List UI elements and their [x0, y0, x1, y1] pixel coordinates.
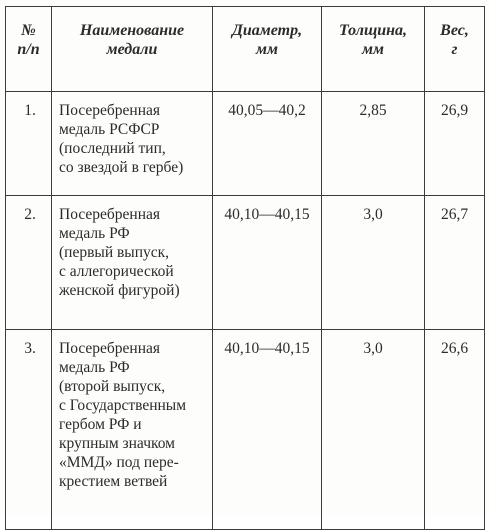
- thickness-value: 3,0: [322, 196, 425, 330]
- table-row: [6, 330, 485, 530]
- medal-name-line: (второй выпуск,: [59, 378, 166, 395]
- medal-name-line: со звездой в гербе): [59, 159, 184, 176]
- medal-name-line: крупным значком: [59, 435, 175, 452]
- header-weight-line-2: г: [451, 41, 458, 58]
- weight-value: 26,9: [425, 92, 485, 196]
- header-weight: [425, 7, 485, 92]
- header-number-line-1: №: [21, 22, 36, 39]
- row-number: 2.: [6, 196, 52, 330]
- medal-name-line: с Государственным: [59, 397, 187, 414]
- header-diameter-line-1: Диаметр,: [231, 22, 303, 39]
- header-thickness-line-2: мм: [362, 41, 384, 58]
- medal-name-line: Посеребренная: [59, 340, 161, 357]
- medal-name-line: с аллегорической: [59, 263, 174, 280]
- medal-name-line: крестием ветвей: [59, 473, 168, 490]
- medals-table: [5, 6, 485, 530]
- row-number: 3.: [6, 330, 52, 530]
- header-diameter: [213, 7, 322, 92]
- medal-name-line: медаль РСФСР: [59, 121, 160, 138]
- header-number: [6, 7, 52, 92]
- medal-name-line: Посеребренная: [59, 206, 161, 223]
- header-name: [52, 7, 213, 92]
- diameter-value: 40,10—40,15: [213, 196, 322, 330]
- weight-value: 26,6: [425, 330, 485, 530]
- header-weight-line-1: Вес,: [440, 22, 469, 39]
- table-header-row: [6, 7, 485, 92]
- table-row: [6, 196, 485, 330]
- header-number-line-2: п/п: [17, 41, 40, 58]
- header-thickness: [322, 7, 425, 92]
- weight-value: 26,7: [425, 196, 485, 330]
- medal-name-line: медаль РФ: [59, 359, 130, 376]
- medal-name: [52, 330, 213, 530]
- header-thickness-line-1: Толщина,: [338, 22, 408, 39]
- medal-name: [52, 196, 213, 330]
- medal-name-line: «ММД» под пере-: [59, 454, 179, 471]
- header-name-line-2: медали: [106, 41, 158, 58]
- medal-name-line: медаль РФ: [59, 225, 130, 242]
- thickness-value: 2,85: [322, 92, 425, 196]
- medal-name: [52, 92, 213, 196]
- medal-name-line: Посеребренная: [59, 102, 161, 119]
- diameter-value: 40,10—40,15: [213, 330, 322, 530]
- header-diameter-line-2: мм: [256, 41, 278, 58]
- header-name-line-1: Наименование: [79, 22, 185, 39]
- diameter-value: 40,05—40,2: [213, 92, 322, 196]
- thickness-value: 3,0: [322, 330, 425, 530]
- medal-name-line: (последний тип,: [59, 140, 166, 157]
- row-number: 1.: [6, 92, 52, 196]
- medal-name-line: (первый выпуск,: [59, 244, 170, 261]
- medal-name-line: гербом РФ и: [59, 416, 142, 433]
- medal-name-line: женской фигурой): [59, 282, 180, 299]
- table-row: [6, 92, 485, 196]
